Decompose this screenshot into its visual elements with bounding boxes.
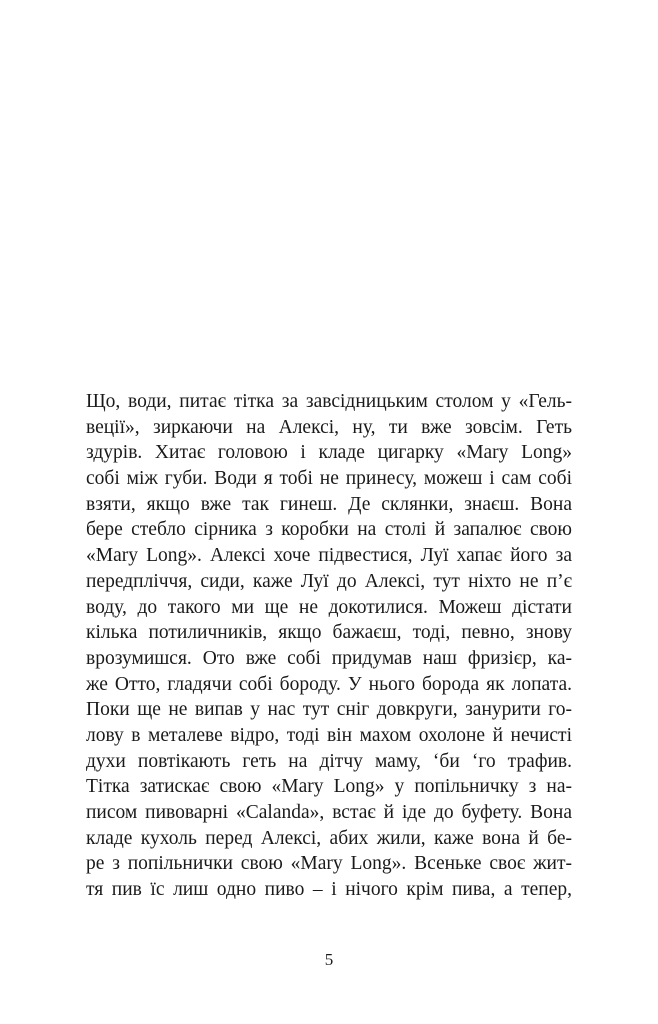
text-line-19: ре з попільнички свою «Mary Long». Всеньке своє жит- xyxy=(86,853,572,875)
page-number: 5 xyxy=(324,950,334,969)
text-line-2: веції», зиркаючи на Алексі, ну, ти вже зовсім. Геть xyxy=(86,416,572,438)
text-line-6: бере стебло сірника з коробки на столі й запалює свою xyxy=(86,519,572,541)
body-text xyxy=(86,389,572,903)
text-line-15: духи повтікають геть на дітчу маму, ‘би ‘го трафив. xyxy=(86,750,572,772)
text-line-17: писом пивоварні «Calanda», встає й іде до буфету. Вона xyxy=(86,802,572,823)
text-line-20: тя пив їс лиш одно пиво – і нічого крім пива, а тепер, xyxy=(86,879,572,901)
text-line-14: лову в металеве відро, тоді він махом охолоне й нечисті xyxy=(86,724,572,746)
text-line-9: воду, до такого ми ще не докотилися. Можеш дістати xyxy=(86,596,572,618)
text-line-10: кілька потиличників, якщо бажаєш, тоді, певно, знову xyxy=(86,622,572,644)
text-line-7: «Mary Long». Алексі хоче підвестися, Луї хапає його за xyxy=(86,545,572,567)
text-line-16: Тітка затискає свою «Mary Long» у попільничку з на- xyxy=(86,776,572,798)
text-line-13: Поки ще не випав у нас тут сніг довкруги, занурити го- xyxy=(86,699,572,721)
text-line-18: кладе кухоль перед Алексі, абих жили, каже вона й бе- xyxy=(86,827,572,849)
text-line-3: здурів. Хитає головою і кладе цигарку «Mary Long» xyxy=(86,442,572,464)
text-line-4: собі між губи. Води я тобі не принесу, можеш і сам собі xyxy=(86,468,572,490)
text-line-5: взяти, якщо вже так гинеш. Де склянки, знаєш. Вона xyxy=(86,493,572,515)
text-line-8: передпліччя, сиди, каже Луї до Алексі, тут ніхто не п’є xyxy=(86,570,572,592)
text-line-11: врозумишся. Ото вже собі придумав наш фризієр, ка- xyxy=(86,647,572,669)
text-line-12: же Отто, гладячи собі бороду. У нього борода як лопата. xyxy=(86,673,572,695)
text-line-1: Що, води, питає тітка за завсідницьким столом у «Гель- xyxy=(86,391,572,412)
